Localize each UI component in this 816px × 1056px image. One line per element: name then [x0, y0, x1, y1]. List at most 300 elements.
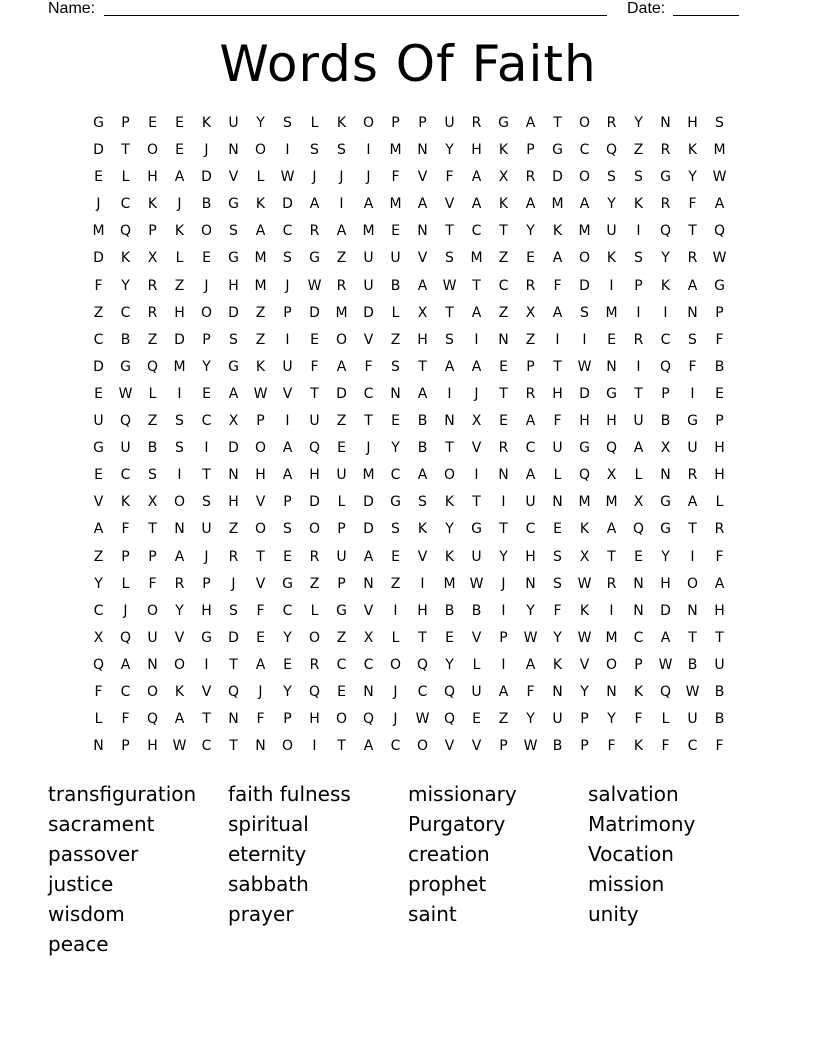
grid-letter: W	[523, 738, 538, 755]
grid-letter: Z	[525, 331, 536, 348]
grid-letter: S	[283, 250, 292, 267]
grid-letter: E	[202, 385, 211, 402]
grid-letter: M	[605, 629, 618, 646]
word-list-item: passover	[48, 842, 139, 866]
grid-letter: E	[445, 629, 454, 646]
grid-letter: U	[363, 277, 374, 294]
grid-letter: H	[714, 467, 725, 484]
grid-letter: A	[363, 196, 374, 213]
word-list-item: transfiguration	[48, 782, 197, 806]
grid-letter: L	[337, 494, 346, 511]
grid-letter: J	[366, 169, 371, 186]
grid-letter: W	[118, 385, 133, 402]
grid-letter: C	[363, 656, 374, 673]
grid-letter: K	[444, 548, 455, 565]
grid-letter: W	[523, 629, 538, 646]
grid-letter: H	[201, 602, 212, 619]
grid-letter: P	[391, 115, 400, 131]
grid-letter: G	[228, 358, 239, 375]
grid-letter: P	[418, 115, 427, 131]
word-list-item: eternity	[228, 842, 307, 866]
grid-letter: P	[580, 738, 589, 755]
grid-letter: Z	[633, 142, 644, 159]
grid-letter: X	[417, 304, 428, 321]
grid-letter: A	[417, 385, 428, 402]
grid-letter: K	[552, 223, 563, 240]
grid-letter: I	[285, 413, 290, 430]
word-list-item: faith fulness	[228, 782, 351, 806]
grid-letter: R	[309, 223, 320, 240]
grid-letter: A	[417, 196, 428, 213]
date-label: Date:	[627, 0, 666, 17]
grid-letter: B	[552, 738, 563, 755]
grid-letter: A	[417, 277, 428, 294]
grid-letter: S	[445, 331, 454, 348]
grid-letter: N	[363, 575, 374, 592]
grid-letter: V	[228, 169, 239, 186]
grid-letter: I	[636, 223, 641, 240]
grid-letter: J	[177, 196, 182, 213]
grid-letter: Q	[659, 223, 672, 240]
grid-letter: C	[120, 467, 131, 484]
grid-letter: D	[660, 602, 671, 619]
grid-letter: I	[366, 142, 371, 159]
grid-letter: Y	[661, 250, 670, 267]
grid-letter: C	[660, 331, 671, 348]
grid-letter: R	[660, 196, 671, 213]
grid-letter: I	[609, 602, 614, 619]
word-list-item: Vocation	[588, 842, 674, 866]
grid-letter: B	[417, 413, 428, 430]
grid-letter: P	[634, 656, 643, 673]
grid-letter: Q	[632, 521, 645, 538]
grid-letter: N	[660, 467, 671, 484]
grid-letter: G	[390, 494, 401, 511]
grid-letter: Z	[498, 711, 509, 728]
grid-letter: B	[147, 440, 158, 457]
grid-letter: S	[634, 169, 643, 186]
grid-letter: C	[471, 223, 482, 240]
grid-letter: S	[418, 494, 427, 511]
grid-letter: I	[501, 656, 506, 673]
grid-letter: O	[146, 142, 159, 159]
grid-letter: H	[660, 575, 671, 592]
grid-letter: L	[310, 115, 319, 131]
grid-letter: T	[499, 385, 508, 402]
grid-letter: N	[174, 521, 185, 538]
grid-letter: A	[120, 656, 131, 673]
grid-letter: U	[525, 494, 536, 511]
grid-letter: F	[634, 711, 643, 728]
grid-letter: W	[577, 575, 592, 592]
grid-letter: E	[256, 629, 265, 646]
grid-letter: U	[606, 223, 617, 240]
grid-letter: T	[148, 521, 157, 538]
grid-letter: Q	[605, 142, 618, 159]
grid-letter: N	[228, 711, 239, 728]
grid-letter: P	[526, 358, 535, 375]
letter-grid	[85, 110, 733, 760]
grid-letter: Q	[146, 358, 159, 375]
grid-letter: J	[393, 683, 398, 700]
grid-letter: D	[309, 494, 320, 511]
grid-letter: C	[579, 142, 590, 159]
grid-letter: E	[553, 521, 562, 538]
grid-letter: C	[363, 385, 374, 402]
grid-letter: F	[445, 169, 454, 186]
grid-letter: K	[498, 196, 509, 213]
name-blank-line	[104, 15, 607, 16]
word-list-item: spiritual	[228, 812, 309, 836]
grid-letter: U	[336, 467, 347, 484]
grid-letter: Y	[607, 196, 616, 213]
grid-letter: L	[391, 629, 400, 646]
grid-letter: T	[418, 629, 427, 646]
grid-letter: O	[308, 629, 321, 646]
grid-letter: X	[147, 250, 158, 267]
grid-letter: I	[204, 656, 209, 673]
grid-letter: V	[471, 629, 482, 646]
grid-letter: W	[685, 683, 700, 700]
grid-letter: S	[148, 467, 157, 484]
grid-letter: F	[256, 602, 265, 619]
grid-letter: U	[228, 115, 239, 131]
grid-letter: K	[336, 115, 347, 131]
grid-letter: B	[444, 602, 455, 619]
grid-letter: E	[94, 467, 103, 484]
grid-letter: E	[715, 385, 724, 402]
grid-letter: D	[336, 385, 347, 402]
grid-letter: U	[714, 656, 725, 673]
grid-letter: E	[310, 331, 319, 348]
grid-letter: S	[634, 250, 643, 267]
grid-letter: A	[471, 169, 482, 186]
grid-letter: F	[256, 711, 265, 728]
word-list-item: peace	[48, 932, 109, 956]
grid-letter: I	[177, 385, 182, 402]
grid-letter: E	[391, 548, 400, 565]
grid-letter: F	[121, 521, 130, 538]
grid-letter: C	[201, 413, 212, 430]
grid-letter: C	[120, 683, 131, 700]
grid-letter: I	[447, 385, 452, 402]
grid-letter: M	[254, 250, 267, 267]
grid-letter: M	[578, 223, 591, 240]
grid-letter: Z	[147, 413, 158, 430]
word-list-item: justice	[48, 872, 114, 896]
grid-letter: N	[660, 115, 671, 131]
grid-letter: F	[148, 575, 157, 592]
grid-letter: T	[499, 521, 508, 538]
grid-letter: D	[228, 304, 239, 321]
grid-letter: X	[93, 629, 104, 646]
grid-letter: Q	[146, 711, 159, 728]
grid-letter: O	[146, 602, 159, 619]
grid-letter: O	[578, 250, 591, 267]
grid-letter: R	[660, 142, 671, 159]
grid-letter: K	[633, 196, 644, 213]
grid-letter: C	[336, 656, 347, 673]
grid-letter: O	[308, 521, 321, 538]
grid-letter: U	[201, 521, 212, 538]
grid-letter: D	[228, 440, 239, 457]
grid-letter: L	[553, 467, 562, 484]
grid-letter: S	[283, 115, 292, 131]
word-list-item: salvation	[588, 782, 679, 806]
grid-letter: R	[633, 331, 644, 348]
grid-letter: L	[472, 656, 481, 673]
grid-letter: T	[499, 223, 508, 240]
grid-letter: Y	[499, 548, 508, 565]
word-list	[48, 779, 768, 959]
grid-letter: O	[578, 169, 591, 186]
grid-letter: C	[525, 440, 536, 457]
word-list-item: prophet	[408, 872, 487, 896]
grid-letter: C	[687, 738, 698, 755]
grid-letter: U	[552, 711, 563, 728]
grid-letter: O	[254, 142, 267, 159]
grid-letter: A	[336, 358, 347, 375]
grid-letter: T	[121, 142, 130, 159]
grid-letter: J	[204, 142, 209, 159]
grid-letter: W	[415, 711, 430, 728]
grid-letter: R	[687, 250, 698, 267]
grid-letter: O	[335, 711, 348, 728]
grid-letter: A	[93, 521, 104, 538]
grid-letter: Q	[308, 683, 321, 700]
grid-letter: K	[417, 521, 428, 538]
grid-letter: Q	[659, 683, 672, 700]
grid-letter: A	[174, 548, 185, 565]
grid-letter: V	[363, 602, 374, 619]
grid-letter: C	[525, 521, 536, 538]
grid-letter: Z	[147, 331, 158, 348]
grid-letter: K	[606, 250, 617, 267]
grid-letter: Z	[336, 413, 347, 430]
grid-letter: M	[713, 142, 726, 159]
grid-letter: M	[605, 494, 618, 511]
grid-letter: P	[715, 413, 724, 430]
grid-letter: N	[390, 385, 401, 402]
grid-letter: J	[123, 602, 128, 619]
grid-letter: M	[389, 196, 402, 213]
grid-letter: R	[714, 521, 725, 538]
grid-letter: G	[714, 277, 725, 294]
grid-letter: X	[471, 413, 482, 430]
grid-letter: K	[201, 115, 212, 131]
grid-letter: G	[93, 440, 104, 457]
grid-letter: H	[417, 331, 428, 348]
grid-letter: Z	[309, 575, 320, 592]
grid-letter: D	[309, 304, 320, 321]
grid-letter: N	[606, 683, 617, 700]
grid-letter: G	[228, 196, 239, 213]
grid-letter: S	[310, 142, 319, 159]
grid-letter: G	[201, 629, 212, 646]
grid-letter: A	[579, 196, 590, 213]
grid-letter: G	[606, 385, 617, 402]
grid-letter: P	[337, 575, 346, 592]
grid-letter: Q	[119, 629, 132, 646]
grid-letter: D	[552, 169, 563, 186]
grid-letter: S	[283, 521, 292, 538]
grid-letter: Y	[283, 629, 292, 646]
grid-letter: E	[499, 413, 508, 430]
grid-letter: T	[472, 277, 481, 294]
grid-letter: O	[200, 223, 213, 240]
grid-letter: H	[579, 413, 590, 430]
grid-letter: C	[93, 602, 104, 619]
grid-letter: I	[501, 494, 506, 511]
grid-letter: R	[336, 277, 347, 294]
grid-letter: M	[254, 277, 267, 294]
grid-letter: X	[579, 548, 590, 565]
grid-letter: B	[660, 413, 671, 430]
grid-letter: U	[93, 413, 104, 430]
grid-letter: X	[498, 169, 509, 186]
grid-letter: U	[687, 440, 698, 457]
grid-letter: J	[204, 277, 209, 294]
grid-letter: H	[147, 738, 158, 755]
grid-letter: L	[391, 304, 400, 321]
word-list-item: Purgatory	[408, 812, 506, 836]
grid-letter: N	[228, 467, 239, 484]
grid-letter: X	[525, 304, 536, 321]
grid-letter: I	[177, 467, 182, 484]
grid-letter: I	[609, 277, 614, 294]
grid-letter: O	[443, 467, 456, 484]
grid-letter: O	[254, 440, 267, 457]
grid-letter: P	[580, 711, 589, 728]
grid-letter: H	[471, 142, 482, 159]
grid-letter: P	[121, 115, 130, 131]
grid-letter: O	[686, 575, 699, 592]
grid-letter: W	[307, 277, 322, 294]
grid-letter: K	[660, 277, 671, 294]
grid-letter: T	[553, 358, 562, 375]
grid-letter: C	[390, 467, 401, 484]
grid-letter: R	[606, 575, 617, 592]
grid-letter: U	[444, 115, 455, 131]
grid-letter: J	[231, 575, 236, 592]
grid-letter: C	[390, 738, 401, 755]
word-list-item: mission	[588, 872, 665, 896]
grid-letter: G	[309, 250, 320, 267]
grid-letter: Z	[336, 629, 347, 646]
grid-letter: D	[228, 629, 239, 646]
word-list-item: creation	[408, 842, 490, 866]
grid-letter: E	[337, 683, 346, 700]
grid-letter: Q	[308, 440, 321, 457]
grid-letter: I	[285, 331, 290, 348]
grid-letter: C	[201, 738, 212, 755]
grid-letter: Y	[526, 711, 535, 728]
grid-letter: Y	[553, 629, 562, 646]
date-blank-line	[673, 15, 739, 16]
grid-letter: L	[715, 494, 724, 511]
grid-letter: N	[147, 656, 158, 673]
grid-letter: C	[282, 602, 293, 619]
grid-letter: W	[442, 277, 457, 294]
grid-letter: T	[553, 115, 562, 131]
grid-letter: H	[228, 277, 239, 294]
grid-letter: N	[552, 494, 563, 511]
grid-letter: A	[525, 656, 536, 673]
grid-letter: Y	[283, 683, 292, 700]
grid-letter: Q	[578, 467, 591, 484]
grid-letter: G	[120, 358, 131, 375]
grid-letter: L	[121, 169, 130, 186]
grid-letter: P	[148, 223, 157, 240]
grid-letter: Q	[227, 683, 240, 700]
grid-letter: A	[687, 494, 698, 511]
grid-letter: V	[363, 331, 374, 348]
grid-letter: N	[606, 358, 617, 375]
grid-letter: F	[688, 196, 697, 213]
grid-letter: D	[363, 304, 374, 321]
grid-letter: E	[148, 115, 157, 131]
grid-letter: G	[660, 521, 671, 538]
grid-letter: T	[472, 494, 481, 511]
grid-letter: T	[364, 413, 373, 430]
grid-letter: E	[283, 656, 292, 673]
word-list-item: wisdom	[48, 902, 125, 926]
header	[0, 0, 816, 19]
grid-letter: C	[93, 331, 104, 348]
word-list-item: prayer	[228, 902, 294, 926]
grid-letter: J	[312, 169, 317, 186]
grid-letter: J	[339, 169, 344, 186]
word-list-item: missionary	[408, 782, 517, 806]
grid-letter: P	[121, 548, 130, 565]
grid-letter: I	[312, 738, 317, 755]
grid-letter: W	[172, 738, 187, 755]
grid-letter: P	[148, 548, 157, 565]
grid-letter: A	[282, 440, 293, 457]
grid-letter: W	[280, 169, 295, 186]
grid-letter: L	[256, 169, 265, 186]
grid-letter: N	[633, 575, 644, 592]
grid-letter: Y	[445, 521, 454, 538]
grid-letter: B	[390, 277, 401, 294]
grid-letter: V	[255, 575, 266, 592]
grid-letter: B	[201, 196, 212, 213]
grid-letter: U	[471, 548, 482, 565]
grid-letter: N	[687, 602, 698, 619]
grid-letter: G	[498, 115, 509, 131]
grid-letter: U	[309, 413, 320, 430]
grid-letter: G	[579, 440, 590, 457]
grid-letter: H	[228, 494, 239, 511]
grid-letter: X	[633, 494, 644, 511]
grid-letter: K	[255, 358, 266, 375]
grid-letter: K	[552, 656, 563, 673]
grid-letter: V	[201, 683, 212, 700]
grid-letter: G	[282, 575, 293, 592]
grid-letter: Q	[443, 683, 456, 700]
grid-letter: B	[120, 331, 131, 348]
grid-letter: A	[714, 196, 725, 213]
grid-letter: P	[526, 142, 535, 159]
grid-letter: E	[283, 548, 292, 565]
grid-letter: H	[309, 467, 320, 484]
grid-letter: F	[553, 602, 562, 619]
grid-letter: I	[636, 304, 641, 321]
grid-letter: M	[335, 304, 348, 321]
grid-letter: P	[121, 738, 130, 755]
grid-letter: S	[391, 521, 400, 538]
page-title: Words Of Faith	[219, 35, 597, 93]
